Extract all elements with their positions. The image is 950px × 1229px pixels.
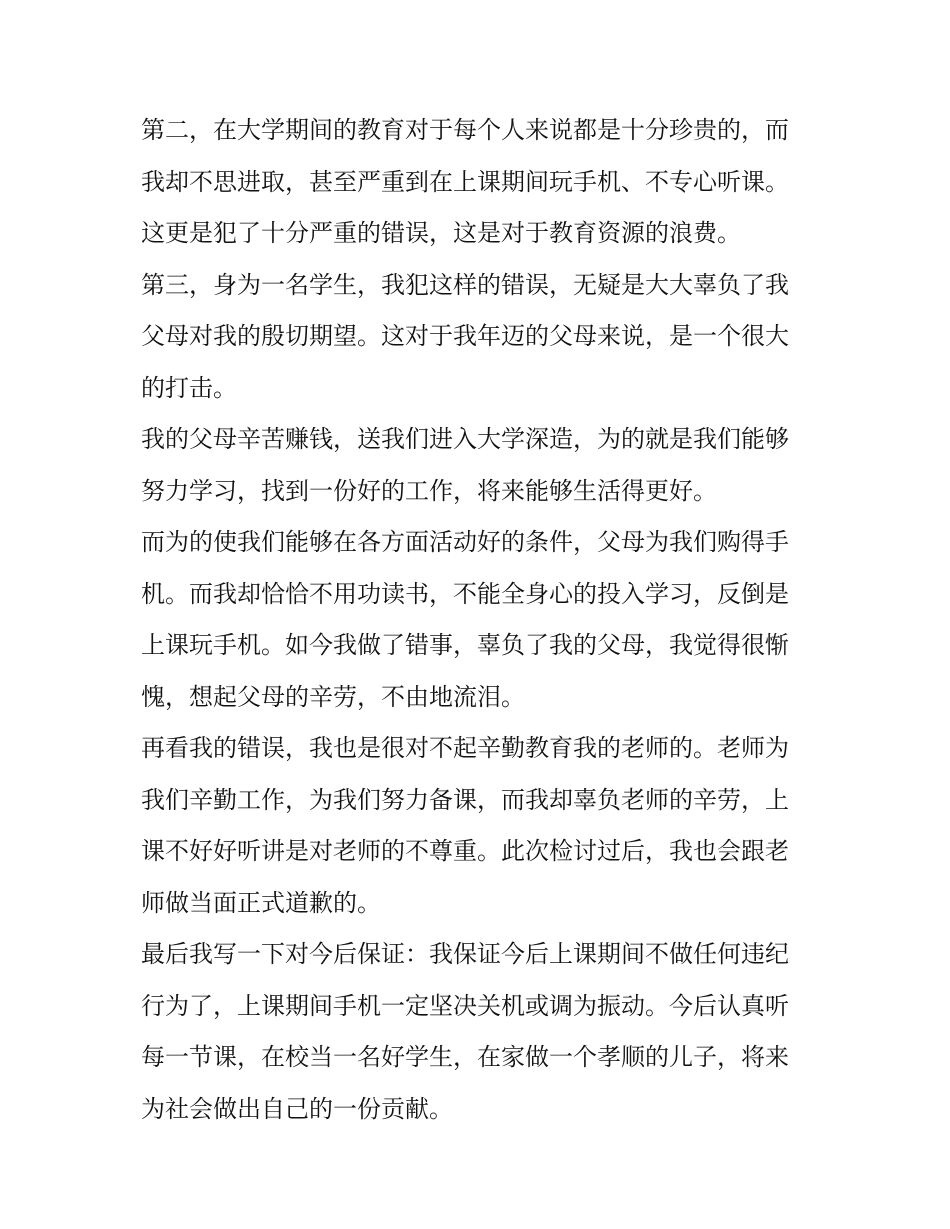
text-line: 最后我写一下对今后保证：我保证今后上课期间不做任何违纪 [141, 940, 789, 968]
text-line: 我的父母辛苦赚钱，送我们进入大学深造，为的就是我们能够 [141, 425, 789, 453]
text-line: 再看我的错误，我也是很对不起辛勤教育我的老师的。老师为 [141, 734, 789, 762]
text-line: 愧，想起父母的辛劳，不由地流泪。 [141, 682, 525, 711]
text-line: 努力学习，找到一份好的工作，将来能够生活得更好。 [141, 476, 717, 505]
text-line: 师做当面正式道歉的。 [141, 888, 381, 917]
text-line: 我却不思进取，甚至严重到在上课期间玩手机、不专心听课。 [141, 167, 789, 196]
text-line: 而为的使我们能够在各方面活动好的条件，父母为我们购得手 [141, 528, 789, 556]
text-line: 行为了，上课期间手机一定坚决关机或调为振动。今后认真听 [141, 991, 789, 1020]
text-line: 第三，身为一名学生，我犯这样的错误，无疑是大大辜负了我 [141, 270, 789, 299]
text-line: 的打击。 [141, 373, 237, 402]
text-line: 我们辛勤工作，为我们努力备课，而我却辜负老师的辛劳，上 [141, 785, 789, 814]
document-body [141, 105, 813, 1135]
text-line: 课不好好听讲是对老师的不尊重。此次检讨过后，我也会跟老 [141, 837, 789, 865]
text-line: 这更是犯了十分严重的错误，这是对于教育资源的浪费。 [141, 219, 741, 247]
text-line: 每一节课，在校当一名好学生，在家做一个孝顺的儿子，将来 [141, 1043, 789, 1071]
text-line: 为社会做出自己的一份贡献。 [141, 1094, 453, 1123]
text-line: 上课玩手机。如今我做了错事，辜负了我的父母，我觉得很惭 [141, 631, 789, 659]
text-line: 父母对我的殷切期望。这对于我年迈的父母来说，是一个很大 [141, 322, 789, 350]
text-line: 机。而我却恰恰不用功读书，不能全身心的投入学习，反倒是 [141, 579, 789, 608]
text-line: 第二，在大学期间的教育对于每个人来说都是十分珍贵的，而 [141, 116, 789, 144]
